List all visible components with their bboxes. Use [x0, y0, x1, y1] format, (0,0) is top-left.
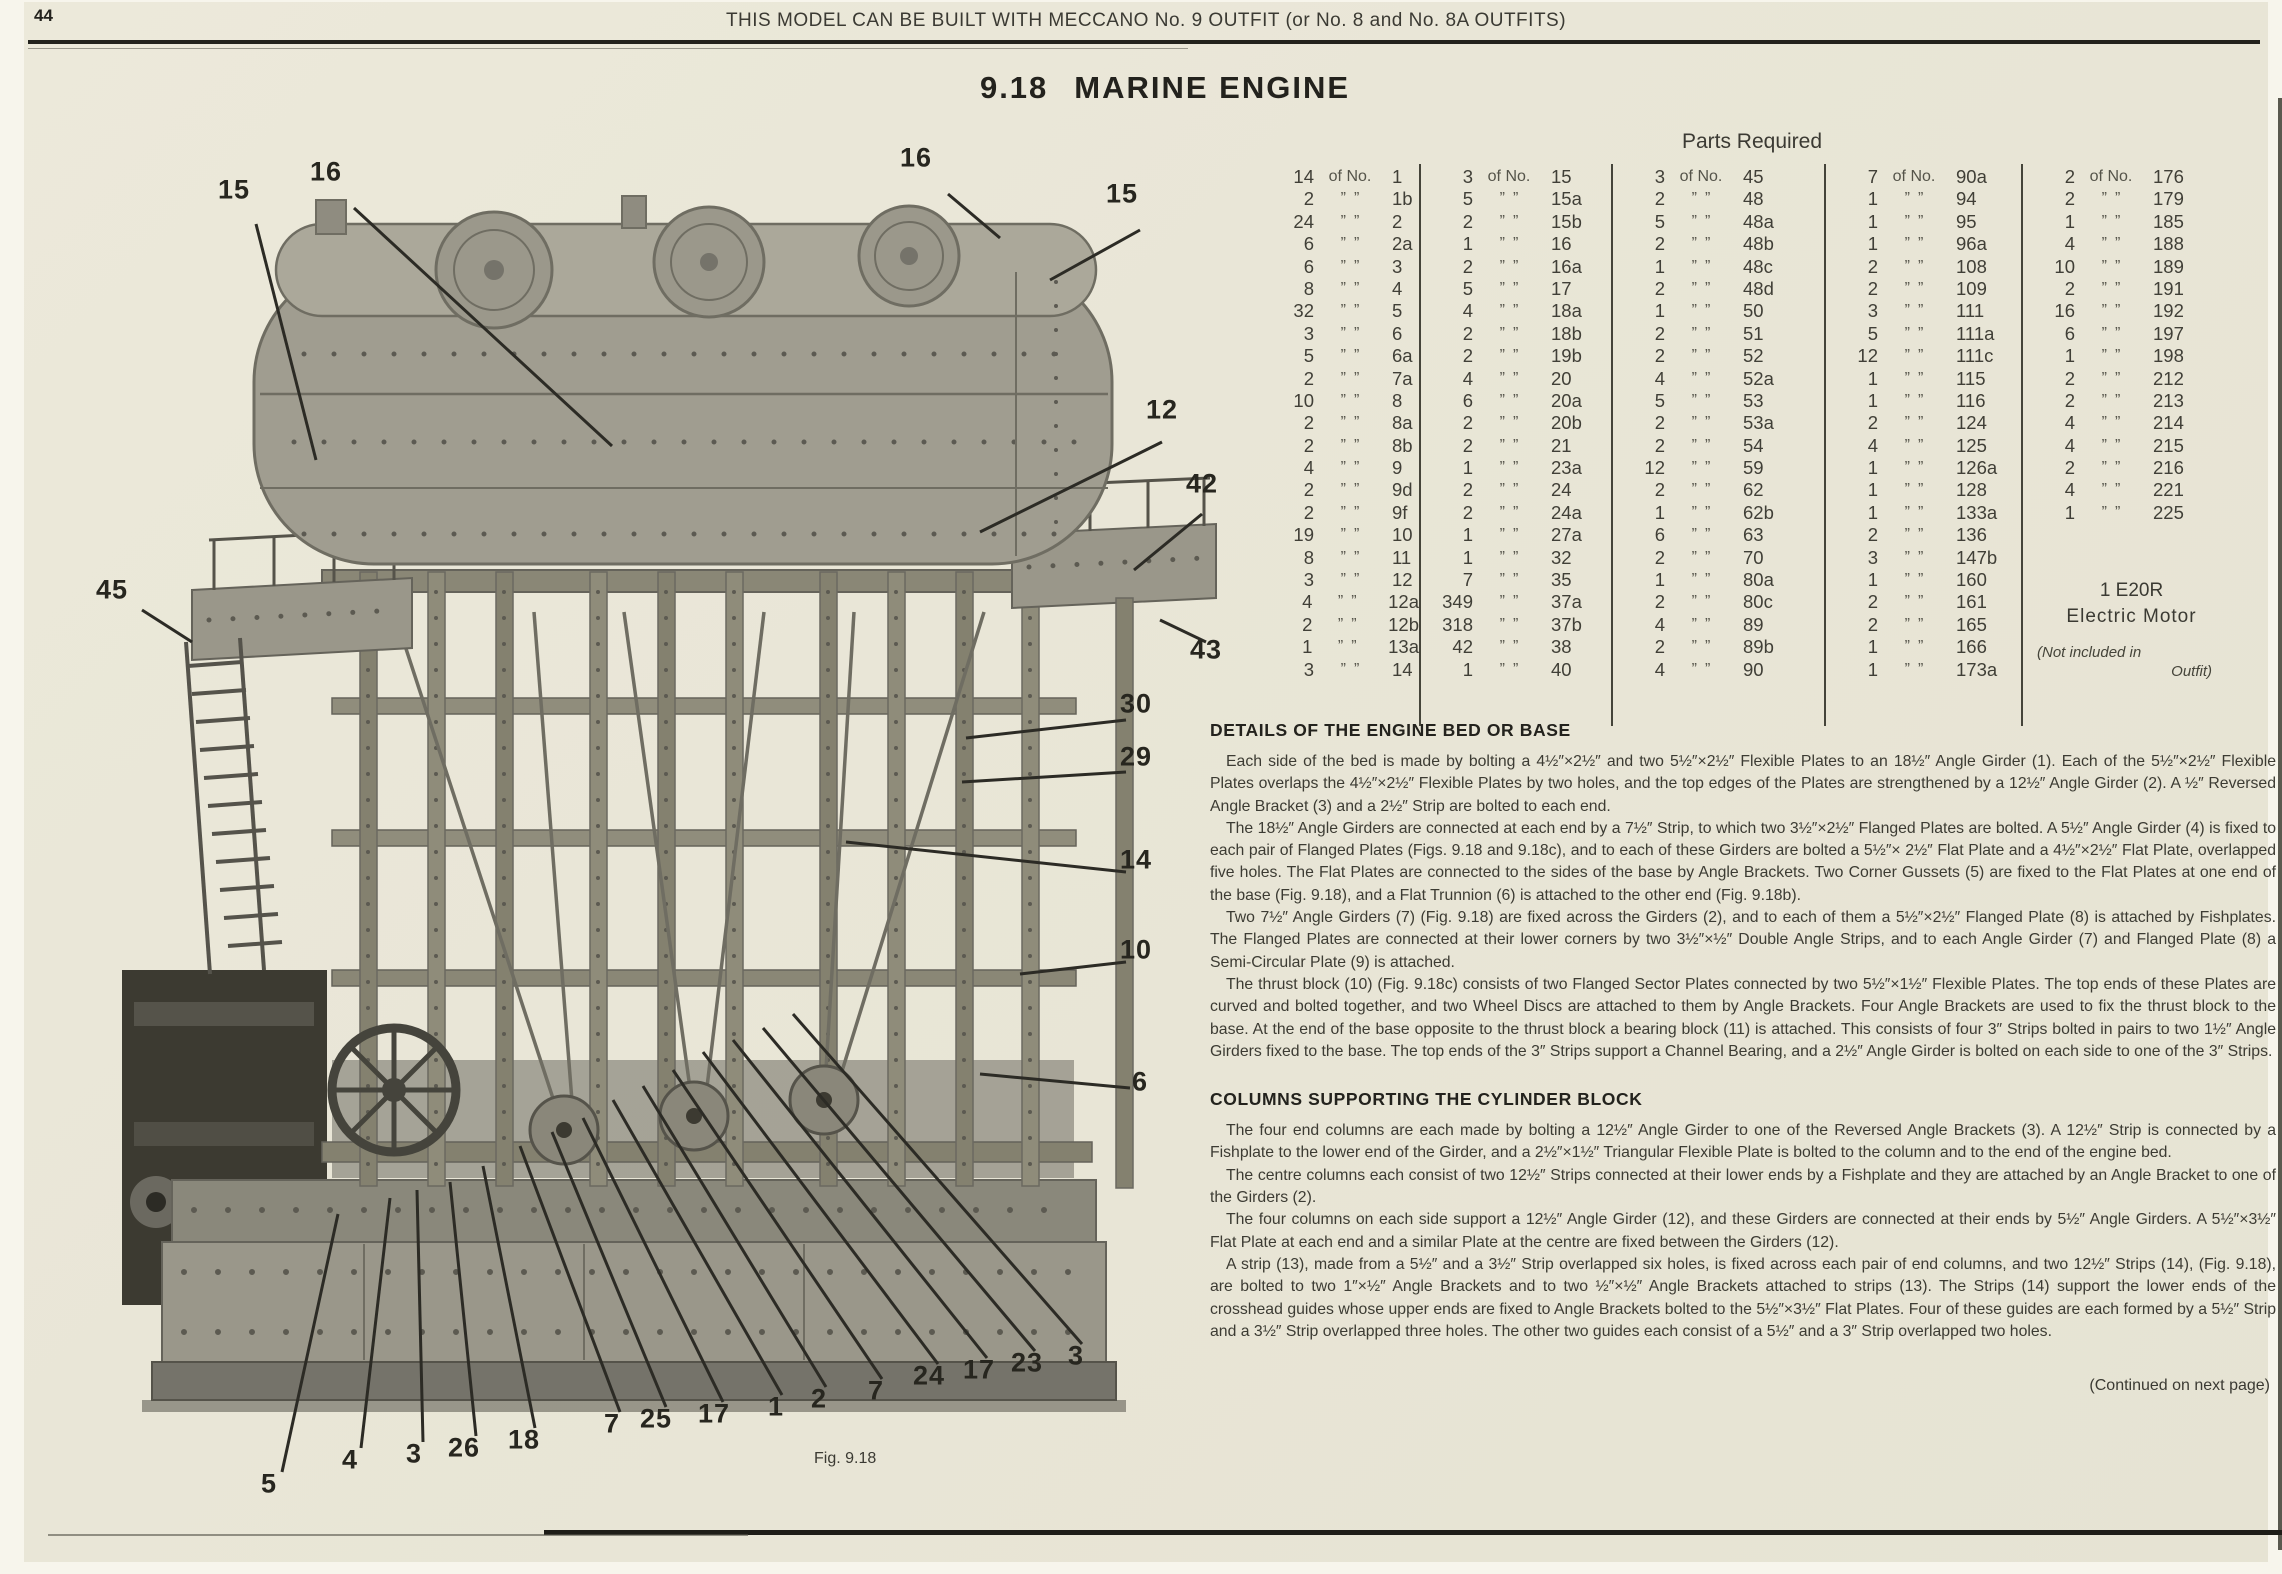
header-rule: [28, 40, 2260, 44]
parts-row: 2 ” ” 18b: [1462, 322, 1582, 344]
parts-row: 2 ” ” 216: [2064, 457, 2184, 479]
paragraph: The centre columns each consist of two 12½″ Strips connected at their lower ends by a Fishplate and they are attached by an Angle Bracket to one of the Girders (2).: [1210, 1166, 2276, 1207]
parts-row: 2 ” ” 89b: [1654, 636, 1774, 658]
parts-row: 2 ” ” 51: [1654, 322, 1764, 344]
parts-row: 2 ” ” 9d: [1303, 479, 1413, 501]
figure-caption: Fig. 9.18: [814, 1450, 877, 1467]
parts-row: 24 ” ” 2: [1293, 210, 1403, 232]
parts-row: 3 ” ” 14: [1303, 658, 1413, 680]
parts-row: 1 ” ” 115: [1867, 367, 1986, 389]
parts-row: 2 ” ” 1b: [1303, 188, 1413, 210]
figure-callout-5: 5: [260, 1468, 278, 1499]
parts-row: 2 ” ” 8a: [1303, 412, 1413, 434]
parts-row: 5 ” ” 48a: [1654, 210, 1774, 232]
parts-row: 1 ” ” 160: [1867, 569, 1987, 591]
parts-row: 4 ” ” 52a: [1654, 367, 1774, 389]
parts-row: 4 ” ” 90: [1654, 658, 1764, 680]
parts-row: 2 ” ” 124: [1867, 412, 1987, 434]
parts-row: 6 ” ” 2a: [1303, 233, 1413, 255]
parts-row: 2 ” ” 179: [2064, 188, 2184, 210]
figure-callout-7: 7: [603, 1408, 621, 1439]
figure-callout-4: 4: [341, 1444, 359, 1475]
parts-row: 42 ” ” 38: [1452, 636, 1572, 658]
figure-callout-10: 10: [1119, 934, 1153, 965]
parts-row: 4 ” ” 214: [2064, 412, 2184, 434]
parts-row: 5 ” ” 53: [1654, 389, 1764, 411]
parts-row: 3 of No. 45: [1654, 166, 1764, 187]
parts-row: 16 ” ” 192: [2054, 300, 2184, 322]
parts-row: 6 ” ” 197: [2064, 322, 2184, 344]
paragraph: The four end columns are each made by bolting a 12½″ Angle Girder to one of the Reversed Angle Brackets (3). A 12½″ Strip is connected by a Fishplate to the lower end of the Girder, and a 2½″×1½″ Triangular Flexible Plate is bolted to the column and to the end of the engine bed.: [1210, 1122, 2276, 1162]
parts-row: 1 ” ” 94: [1867, 188, 1977, 210]
parts-row: 2 ” ” 70: [1654, 546, 1764, 568]
figure-callout-24: 24: [912, 1360, 946, 1391]
figure-callout-7: 7: [867, 1375, 885, 1406]
engine-figure: [64, 142, 1244, 1542]
parts-row: 12 ” ” 59: [1644, 457, 1764, 479]
parts-row: 2 ” ” 212: [2064, 367, 2184, 389]
paragraph: Each side of the bed is made by bolting a 4½″×2½″ and two 5½″×2½″ Flexible Plates to an 18½″ Angle Girder (1). Each of the 5½″×2½″ Flexible Plates overlaps the 4½″×2½″ Flexible Plates by two holes, and the top edges of the Plates are strengthened by a 12½″ Angle Girder (2). A ½″ Reversed Angle Bracket (3) and a 2½″ Strip are bolted to each end.: [1210, 753, 2276, 815]
parts-row: 3 ” ” 6: [1303, 322, 1403, 344]
parts-row: 2 ” ” 109: [1867, 277, 1987, 299]
figure-callout-1: 1: [767, 1391, 785, 1422]
manual-page: [24, 2, 2276, 1562]
parts-row: 2 ” ” 48d: [1654, 277, 1774, 299]
parts-row: 6 ” ” 63: [1654, 524, 1764, 546]
parts-row: 5 ” ” 15a: [1462, 188, 1582, 210]
parts-required-table: [1262, 130, 2242, 726]
parts-row: 2 ” ” 54: [1654, 434, 1764, 456]
parts-row: 2 ” ” 7a: [1303, 367, 1413, 389]
parts-row: 2 ” ” 8b: [1303, 434, 1413, 456]
section-paragraphs-columns: [1210, 1120, 2276, 1343]
parts-row: 2 ” ” 213: [2064, 389, 2184, 411]
parts-row: 4 ” ” 12a: [1302, 591, 1419, 613]
figure-callout-43: 43: [1189, 634, 1223, 665]
parts-row: 1 ” ” 40: [1462, 658, 1572, 680]
figure-callout-15: 15: [217, 174, 251, 205]
figure-callout-12: 12: [1145, 394, 1179, 425]
parts-row: 1 ” ” 32: [1462, 546, 1572, 568]
section-columns: [1210, 1089, 2276, 1343]
parts-row: 4 ” ” 18a: [1462, 300, 1582, 322]
parts-row: 1 ” ” 48c: [1654, 255, 1773, 277]
parts-row: 3 of No. 15: [1462, 166, 1572, 187]
parts-row: 1 ” ” 27a: [1462, 524, 1582, 546]
parts-row: 2 ” ” 108: [1867, 255, 1987, 277]
parts-row: 2 ” ” 20b: [1462, 412, 1582, 434]
paragraph: The thrust block (10) (Fig. 9.18c) consists of two Flanged Sector Plates connected by two 5½″×1½″ Flexible Plates. The top ends of these Plates are curved and bolted together, and two Wheel Discs are attached to them by Angle Brackets. Four Angle Brackets are used to fix the thrust block to the base. At the end of the base opposite to the thrust block a bearing block (11) is attached. This consists of four 3″ Strips bolted in pairs to two 1½″ Angle Girders fixed to the base. The top ends of the 3″ Strips support a Channel Bearing, and a 2½″ Angle Girder is bolted on each side to one of the 3″ Strips.: [1210, 975, 2276, 1060]
parts-row: 32 ” ” 5: [1293, 300, 1403, 322]
parts-row: 1 ” ” 166: [1867, 636, 1987, 658]
parts-row: 318 ” ” 37b: [1442, 613, 1582, 635]
parts-row: 2 ” ” 52: [1654, 345, 1764, 367]
parts-column-4: [1824, 164, 2021, 726]
parts-row: 1 ” ” 126a: [1867, 457, 1998, 479]
parts-row: 2 ” ” 15b: [1462, 210, 1582, 232]
parts-row: 1 ” ” 198: [2064, 345, 2184, 367]
figure-callout-2: 2: [810, 1383, 828, 1414]
parts-row: 2 ” ” 16a: [1462, 255, 1582, 277]
parts-row: 2 ” ” 24a: [1462, 501, 1582, 523]
parts-row: 4 ” ” 89: [1654, 613, 1764, 635]
section-heading-engine-bed: DETAILS OF THE ENGINE BED OR BASE: [1210, 720, 1571, 740]
figure-callout-23: 23: [1010, 1347, 1044, 1378]
parts-row: 2 ” ” 165: [1867, 613, 1987, 635]
figure-callout-25: 25: [639, 1403, 673, 1434]
page-number: 44: [34, 6, 53, 25]
engine-photo: [64, 142, 1244, 1542]
parts-row: 3 ” ” 111: [1867, 300, 1985, 322]
figure-callout-15: 15: [1105, 178, 1139, 209]
figure-callout-17: 17: [697, 1398, 731, 1429]
parts-row: 1 ” ” 225: [2064, 501, 2184, 523]
parts-row: 1 ” ” 16: [1462, 233, 1572, 255]
parts-row: 2 ” ” 9f: [1303, 501, 1408, 523]
figure-callout-17: 17: [962, 1354, 996, 1385]
parts-row: 12 ” ” 111c: [1857, 345, 1994, 367]
parts-row: 5 ” ” 6a: [1303, 345, 1413, 367]
parts-row: 1 ” ” 13a: [1302, 636, 1419, 658]
figure-callout-18: 18: [507, 1424, 541, 1455]
parts-row: 2 ” ” 48: [1654, 188, 1764, 210]
parts-row: 2 ” ” 12b: [1302, 613, 1419, 635]
parts-row: 2 ” ” 19b: [1462, 345, 1582, 367]
parts-row: 6 ” ” 20a: [1462, 389, 1582, 411]
model-number: 9.18: [979, 70, 1049, 105]
parts-row: 2 ” ” 53a: [1654, 412, 1774, 434]
figure-callout-6: 6: [1131, 1066, 1149, 1097]
figure-callout-3: 3: [405, 1438, 423, 1469]
parts-row: 1 ” ” 95: [1867, 210, 1977, 232]
parts-row: 2 ” ” 161: [1867, 591, 1987, 613]
parts-columns: [1262, 164, 2242, 726]
parts-row: 4 ” ” 215: [2064, 434, 2184, 456]
header-rule-thin: [28, 48, 1188, 49]
figure-callout-16: 16: [899, 142, 933, 173]
parts-row: 5 ” ” 17: [1462, 277, 1572, 299]
parts-row: 2 ” ” 21: [1462, 434, 1572, 456]
paragraph: A strip (13), made from a 5½″ and a 3½″ Strip overlapped six holes, is fixed across each pair of end columns, and two 12½″ Strips (14), (Fig. 9.18), are bolted to two 1″×½″ Angle Brackets and to two ½″×½″ Angle Brackets attached to strips (13). The Strips (14) support the lower ends of the crosshead guides whose upper ends are fixed to Angle Brackets bolted to the 5½″×3½″ Flat Plates. Four of these guides are each formed by a 5½″ Strip and a 3½″ Strip overlapped three holes. The other two guides each consist of a 5½″ and a 3″ Strip overlapped two holes.: [1210, 1255, 2276, 1340]
parts-row: 19 ” ” 10: [1293, 524, 1413, 546]
paragraph: The four columns on each side support a 12½″ Angle Girder (12), and these Girders are connected at their ends by 5½″ Angle Girders. A 5½″×3½″ Flat Plate at each end and a similar Plate at the centre are fixed between the Girders (12).: [1210, 1211, 2276, 1251]
parts-column-1: [1262, 164, 1419, 726]
parts-row: 7 of No. 90a: [1867, 166, 1987, 187]
page-edge-right: [2278, 98, 2282, 1550]
figure-callout-29: 29: [1119, 741, 1153, 772]
continued-note: (Continued on next page): [2089, 1377, 2270, 1395]
parts-row: 4 ” ” 20: [1462, 367, 1572, 389]
parts-row: 2 ” ” 62: [1654, 479, 1764, 501]
parts-row: 1 ” ” 50: [1654, 300, 1764, 322]
parts-row: 10 ” ” 189: [2054, 255, 2184, 277]
parts-row: 1 ” ” 185: [2064, 210, 2184, 232]
parts-row: 1 ” ” 23a: [1462, 457, 1582, 479]
page-edge-bottom: [544, 1530, 2282, 1535]
parts-row: 3 ” ” 147b: [1867, 546, 1998, 568]
figure-callout-45: 45: [95, 574, 129, 605]
figure-callout-3: 3: [1067, 1340, 1085, 1371]
parts-row: 1 ” ” 133a: [1867, 501, 1998, 523]
instruction-text: [1210, 720, 2276, 1395]
parts-row: 2 ” ” 24: [1462, 479, 1572, 501]
parts-required-heading: Parts Required: [1681, 130, 1823, 153]
parts-column-2: [1419, 164, 1611, 726]
parts-row: 1 ” ” 62b: [1654, 501, 1774, 523]
parts-row: 8 ” ” 4: [1303, 277, 1403, 299]
parts-column-5: [2021, 164, 2240, 726]
model-name: MARINE ENGINE: [1074, 70, 1351, 105]
parts-column-3: [1611, 164, 1824, 726]
page-edge-bottom-thin: [48, 1534, 748, 1536]
model-title: [24, 70, 2282, 106]
parts-row: 1 ” ” 96a: [1867, 233, 1987, 255]
parts-row: 4 ” ” 221: [2064, 479, 2184, 501]
parts-row: 3 ” ” 12: [1303, 569, 1413, 591]
parts-row: 2 ” ” 191: [2064, 277, 2184, 299]
parts-row: 349 ” ” 37a: [1442, 591, 1582, 613]
parts-row: 14 of No. 1: [1293, 166, 1403, 187]
paragraph: Two 7½″ Angle Girders (7) (Fig. 9.18) are fixed across the Girders (2), and to each of them a 5½″×2½″ Flanged Plate (8) is attached by Fishplates. The Flanged Plates are connected at their lower corners by two 3½″×½″ Double Angle Strips, and to each Angle Girder (7) and Flanged Plate (8) a Semi-Circular Plate (9) is attached.: [1210, 909, 2276, 971]
figure-callout-42: 42: [1185, 468, 1219, 499]
parts-row: 7 ” ” 35: [1462, 569, 1572, 591]
parts-row: 1 ” ” 173a: [1867, 658, 1998, 680]
figure-callout-16: 16: [309, 156, 343, 187]
parts-row: 8 ” ” 11: [1303, 546, 1412, 568]
figure-callout-30: 30: [1119, 688, 1153, 719]
electric-motor-note: 1 E20R Electric Motor (Not included in Outfit): [2037, 580, 2212, 681]
parts-row: 2 of No. 176: [2064, 166, 2184, 187]
parts-row: 1 ” ” 128: [1867, 479, 1987, 501]
parts-row: 5 ” ” 111a: [1867, 322, 1995, 344]
parts-row: 2 ” ” 80c: [1654, 591, 1773, 613]
figure-callout-14: 14: [1119, 844, 1153, 875]
parts-row: 1 ” ” 116: [1867, 389, 1986, 411]
parts-row: 6 ” ” 3: [1303, 255, 1403, 277]
section-heading-columns: COLUMNS SUPPORTING THE CYLINDER BLOCK: [1210, 1089, 1643, 1110]
parts-row: 4 ” ” 125: [1867, 434, 1987, 456]
parts-row: 1 ” ” 80a: [1654, 569, 1774, 591]
paragraph: The 18½″ Angle Girders are connected at each end by a 7½″ Strip, to which two 3½″×2½″ Flanged Plates are bolted. A 5½″ Angle Girder (4) is fixed to each pair of Flanged Plates (Figs. 9.18 and 9.18c), and to each of these Girders are bolted a 5½″× 2½″ Flat Plate and a 4½″×2½″ Flat Plate, overlapped five holes. The Flat Plates are connected to the sides of the base by Angle Brackets. Two Corner Gussets (5) are fixed to the Flat Plates at one end of the base (Fig. 9.18), and a Flat Trunnion (6) is attached to the other end (Fig. 9.18b).: [1210, 819, 2276, 904]
section-engine-bed: [1210, 720, 2276, 1063]
parts-row: 2 ” ” 48b: [1654, 233, 1774, 255]
parts-row: 4 ” ” 188: [2064, 233, 2184, 255]
page-header-text: THIS MODEL CAN BE BUILT WITH MECCANO No. 9 OUTFIT (or No. 8 and No. 8A OUTFITS): [725, 10, 1567, 31]
parts-row: 4 ” ” 9: [1303, 457, 1403, 479]
section-paragraphs-engine-bed: [1210, 751, 2276, 1063]
parts-row: 10 ” ” 8: [1293, 389, 1403, 411]
parts-row: 2 ” ” 136: [1867, 524, 1987, 546]
figure-callout-26: 26: [447, 1432, 481, 1463]
